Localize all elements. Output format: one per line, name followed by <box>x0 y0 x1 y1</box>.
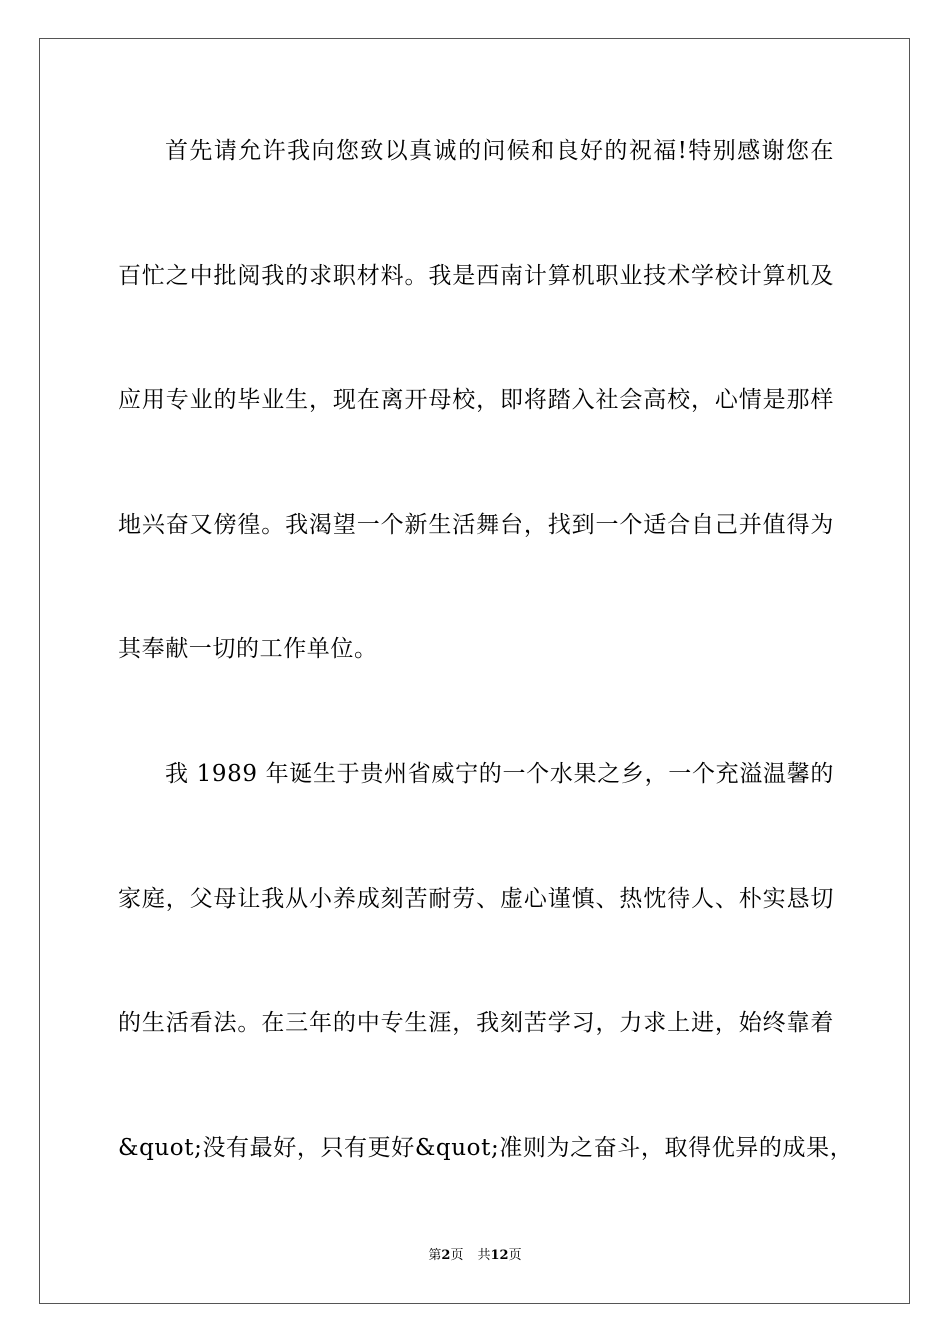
page-border <box>39 38 910 1304</box>
paragraph-1-line-2: 百忙之中批阅我的求职材料。我是西南计算机职业技术学校计算机及 <box>118 263 834 289</box>
footer-total-pages: 12 <box>490 1248 509 1263</box>
paragraph-2-line-3: 的生活看法。在三年的中专生涯，我刻苦学习，力求上进，始终靠着 <box>118 1010 834 1036</box>
footer-total-prefix: 共 <box>477 1248 491 1263</box>
paragraph-1-line-5: 其奉献一切的工作单位。 <box>118 636 378 662</box>
paragraph-1-line-4: 地兴奋又傍徨。我渴望一个新生活舞台，找到一个适合自己并值得为 <box>118 512 834 538</box>
paragraph-1-line-3: 应用专业的毕业生，现在离开母校，即将踏入社会高校，心情是那样 <box>118 387 834 413</box>
page-footer <box>0 1247 950 1265</box>
paragraph-2-line-2: 家庭，父母让我从小养成刻苦耐劳、虚心谨慎、热忱待人、朴实恳切 <box>118 886 834 912</box>
footer-total-suffix: 页 <box>508 1248 522 1263</box>
footer-page-suffix: 页 <box>450 1248 464 1263</box>
footer-page-prefix: 第 <box>428 1248 442 1263</box>
footer-page-number: 2 <box>441 1248 451 1263</box>
paragraph-2-line-1: 我 1989 年诞生于贵州省威宁的一个水果之乡，一个充溢温馨的 <box>165 761 834 787</box>
paragraph-1-line-1: 首先请允许我向您致以真诚的问候和良好的祝福!特别感谢您在 <box>165 138 834 164</box>
paragraph-2-line-4: &quot;没有最好，只有更好&quot;准则为之奋斗，取得优异的成果， <box>118 1135 854 1161</box>
